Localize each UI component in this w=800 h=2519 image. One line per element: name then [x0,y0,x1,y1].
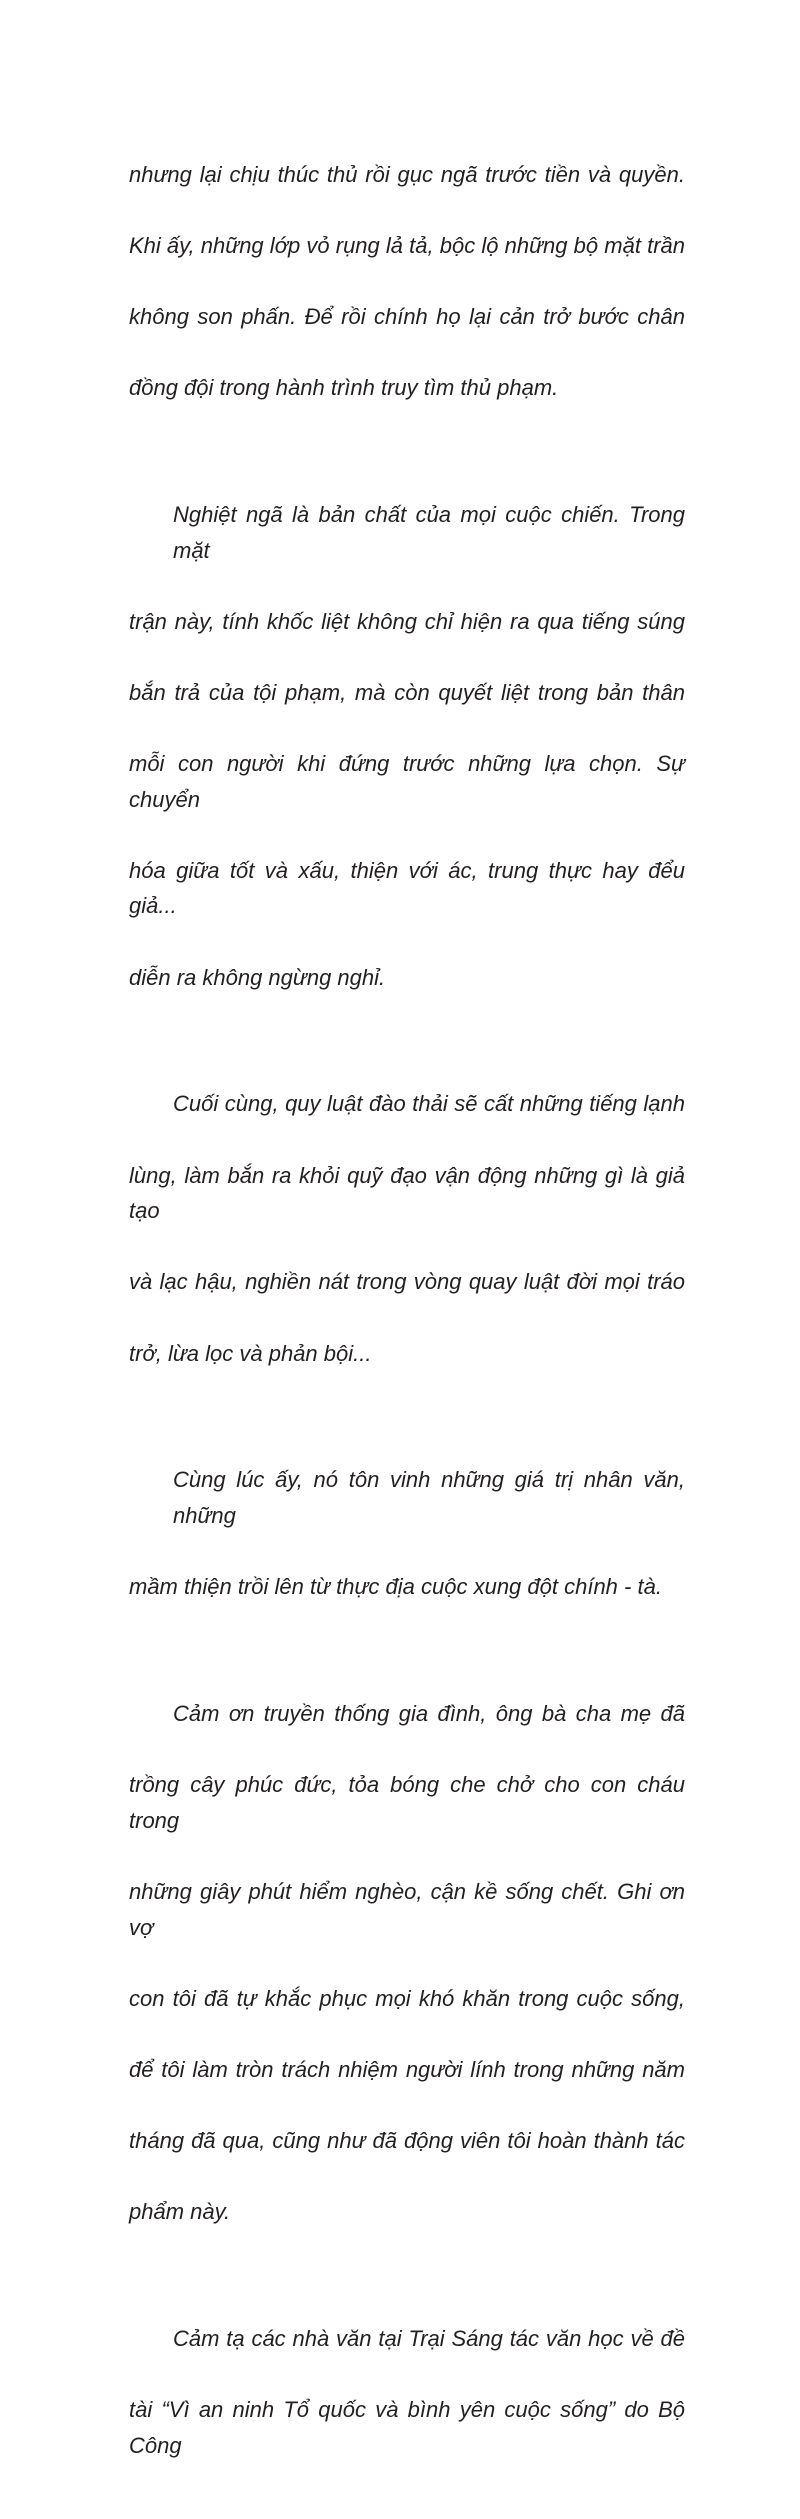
text-line: tài “Vì an ninh Tổ quốc và bình yên cuộc sống” do Bộ Công [129,2397,685,2458]
paragraph-4 [129,1427,685,1641]
text-line: trồng cây phúc đức, tỏa bóng che chở cho con cháu trong [129,1772,685,1833]
text-line: mầm thiện trồi lên từ thực địa cuộc xung đột chính - tà. [129,1574,662,1600]
text-line: Cùng lúc ấy, nó tôn vinh những giá trị nhân văn, những [173,1467,685,1528]
text-line: Cuối cùng, quy luật đào thải sẽ cất những tiếng lạnh [173,1091,685,1117]
text-line: đồng đội trong hành trình truy tìm thủ phạm. [129,375,559,401]
paragraph-6 [129,2285,685,2499]
text-line: Cảm tạ các nhà văn tại Trại Sáng tác văn học về đề [173,2326,685,2352]
text-line: mỗi con người khi đứng trước những lựa chọn. Sự chuyển [129,751,685,812]
text-line: trở, lừa lọc và phản bội... [129,1340,372,1366]
text-line: nhưng lại chịu thúc thủ rồi gục ngã trước tiền và quyền. [129,161,685,187]
text-line: lùng, làm bắn ra khỏi quỹ đạo vận động những gì là giả tạo [129,1162,685,1224]
text-line: phẩm này. [129,2199,231,2225]
text-line: bắn trả của tội phạm, mà còn quyết liệt trong bản thân [129,679,685,705]
text-line: tháng đã qua, cũng như đã động viên tôi hoàn thành tác [129,2128,685,2154]
text-line: Cảm ơn truyền thống gia đình, ông bà cha mẹ đã [173,1700,685,1726]
text-line: trận này, tính khốc liệt không chỉ hiện ra qua tiếng súng [129,608,685,634]
text-line: Khi ấy, những lớp vỏ rụng lả tả, bộc lộ những bộ mặt trần [129,232,685,258]
text-line: diễn ra không ngừng nghỉ. [129,964,386,990]
paragraph-1 [129,121,685,441]
paragraph-5 [129,1660,685,2265]
text-line: những giây phút hiểm nghèo, cận kề sống chết. Ghi ơn vợ [129,1878,685,1940]
text-line: hóa giữa tốt và xấu, thiện với ác, trung thực hay đểu giả... [129,857,685,919]
paragraph-3 [129,1051,685,1407]
paragraph-2 [129,461,685,1031]
body-text [129,121,685,2519]
text-line: con tôi đã tự khắc phục mọi khó khăn trong cuộc sống, [129,1985,685,2011]
text-line: để tôi làm tròn trách nhiệm người lính trong những năm [129,2056,685,2082]
text-line: Nghiệt ngã là bản chất của mọi cuộc chiến. Trong mặt [173,501,685,563]
text-line: và lạc hậu, nghiền nát trong vòng quay luật đời mọi tráo [129,1269,685,1295]
text-line: không son phấn. Để rồi chính họ lại cản trở bước chân [129,303,685,329]
